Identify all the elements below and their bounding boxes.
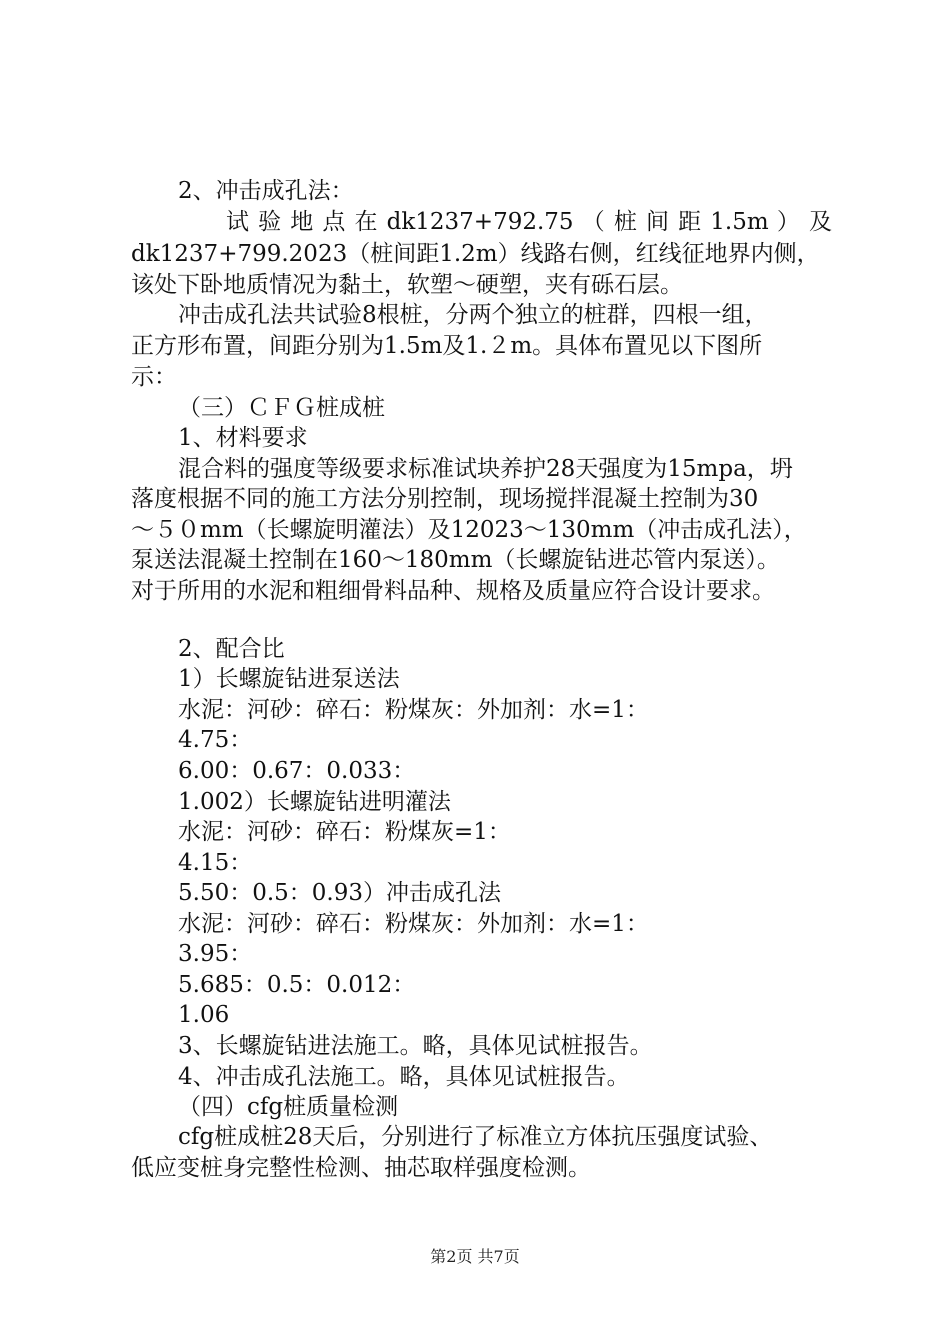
- paragraph-line: 冲击成孔法共试验8根桩，分两个独立的桩群，四根一组，: [178, 302, 768, 328]
- paragraph-line: 正方形布置，间距分别为1.5m及1.２m。具体布置见以下图所: [131, 333, 763, 359]
- paragraph-line: 3.95：: [178, 941, 253, 967]
- paragraph-line: cfg桩成桩28天后，分别进行了标准立方体抗压强度试验、: [178, 1124, 773, 1150]
- paragraph-line: 示：: [131, 364, 177, 390]
- paragraph-line: 水泥：河砂：碎石：粉煤灰：外加剂：水=1：: [178, 911, 649, 937]
- paragraph-line: 5.50：0.5：0.93）冲击成孔法: [178, 880, 501, 906]
- paragraph-line: 水泥：河砂：碎石：粉煤灰=1：: [178, 819, 511, 845]
- paragraph-line: 低应变桩身完整性检测、抽芯取样强度检测。: [131, 1155, 591, 1181]
- section-heading: 1、材料要求: [178, 425, 308, 451]
- paragraph-line: 水泥：河砂：碎石：粉煤灰：外加剂：水=1：: [178, 697, 649, 723]
- paragraph-line: 5.685：0.5：0.012：: [178, 972, 416, 998]
- section-heading: 2、冲击成孔法：: [178, 178, 354, 204]
- subsection-heading: 1）长螺旋钻进泵送法: [178, 666, 400, 692]
- paragraph-line: 试 验 地 点 在 dk1237+792.75 （ 桩 间 距 1.5m ） 及: [226, 209, 832, 235]
- paragraph-line: 落度根据不同的施工方法分别控制，现场搅拌混凝土控制为30: [131, 486, 759, 512]
- section-heading: （三）ＣＦＧ桩成桩: [178, 395, 385, 421]
- paragraph-line: 对于所用的水泥和粗细骨料品种、规格及质量应符合设计要求。: [131, 578, 775, 604]
- paragraph-line: 4、冲击成孔法施工。略，具体见试桩报告。: [178, 1064, 630, 1090]
- paragraph-line: 3、长螺旋钻进法施工。略，具体见试桩报告。: [178, 1033, 653, 1059]
- page-footer: 第2页 共7页: [430, 1247, 520, 1266]
- section-heading: （四）cfg桩质量检测: [178, 1094, 399, 1120]
- paragraph-line: 该处下卧地质情况为黏土，软塑～硬塑，夹有砾石层。: [131, 272, 683, 298]
- section-heading: 2、配合比: [178, 636, 285, 662]
- paragraph-line: 6.00：0.67：0.033：: [178, 758, 416, 784]
- paragraph-line: ～５０mm（长螺旋明灌法）及12023～130mm（冲击成孔法），: [131, 517, 807, 543]
- paragraph-line: dk1237+799.2023（桩间距1.2m）线路右侧，红线征地界内侧，: [131, 241, 820, 267]
- paragraph-line: 1.06: [178, 1002, 230, 1028]
- paragraph-line: 4.15：: [178, 850, 253, 876]
- paragraph-line: 混合料的强度等级要求标准试块养护28天强度为15mpa，坍: [178, 456, 793, 482]
- paragraph-line: 4.75：: [178, 727, 253, 753]
- paragraph-line: 泵送法混凝土控制在160～180mm（长螺旋钻进芯管内泵送）。: [131, 547, 780, 573]
- paragraph-line: 1.002）长螺旋钻进明灌法: [178, 789, 451, 815]
